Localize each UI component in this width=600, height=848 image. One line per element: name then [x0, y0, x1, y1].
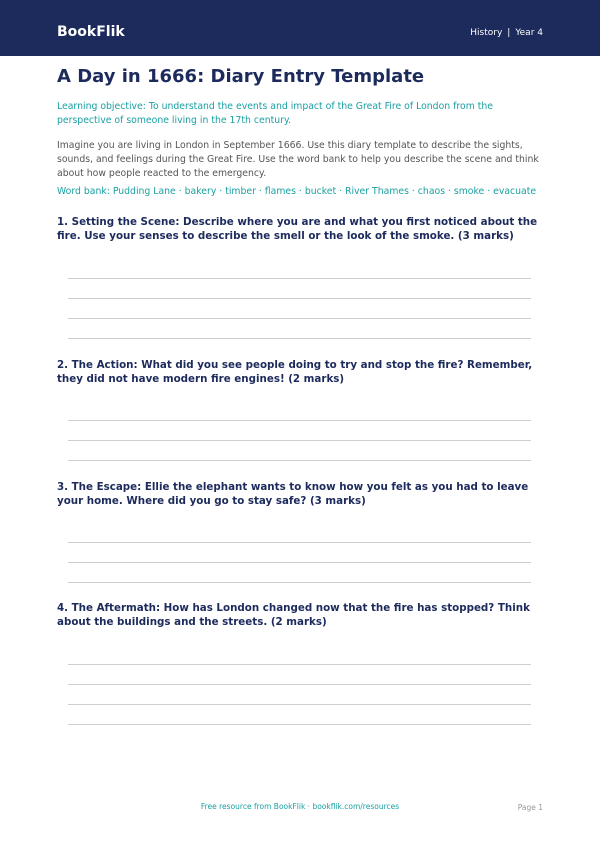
answer-line[interactable]	[68, 440, 531, 441]
question-4: 4. The Aftermath: How has London changed now that the fire has stopped? Think about the buildings and the streets. (2 marks)	[57, 602, 530, 628]
answer-line[interactable]	[68, 684, 531, 685]
question-3: 3. The Escape: Ellie the elephant wants to know how you felt as you had to leave your home. Where did you go to stay safe? (3 marks)	[57, 481, 529, 507]
answer-line[interactable]	[68, 664, 531, 665]
answer-line[interactable]	[68, 278, 531, 279]
page-header	[0, 0, 600, 56]
year-label: Year 4	[515, 28, 543, 38]
question-2: 2. The Action: What did you see people doing to try and stop the fire? Remember, they did not have modern fire engines! (2 marks)	[57, 359, 533, 385]
answer-line[interactable]	[68, 420, 531, 421]
answer-line[interactable]	[68, 704, 531, 705]
subject-label: History	[470, 28, 503, 38]
answer-line[interactable]	[68, 298, 531, 299]
answer-line[interactable]	[68, 582, 531, 583]
answer-line[interactable]	[68, 318, 531, 319]
answer-line[interactable]	[68, 562, 531, 563]
intro-paragraph: Imagine you are living in London in September 1666. Use this diary template to describe the sights, sounds, and feelings during the Great Fire. Use the word bank to help you describe the scene and think about how people reacted to the emergency.	[57, 140, 539, 179]
page-number: Page 1	[517, 803, 543, 812]
answer-line[interactable]	[68, 542, 531, 543]
brand-logo-text: BookFlik	[57, 24, 125, 40]
question-1: 1. Setting the Scene: Describe where you are and what you first noticed about the fire. Use your senses to describe the smell or the look of the smoke. (3 marks)	[57, 216, 538, 242]
answer-line[interactable]	[68, 338, 531, 339]
word-bank: Word bank: Pudding Lane · bakery · timber · flames · bucket · River Thames · chaos · smoke · evacuate	[57, 186, 537, 197]
worksheet-title: A Day in 1666: Diary Entry Template	[57, 66, 425, 87]
subject-year	[470, 28, 543, 38]
footer-credit: Free resource from BookFlik · bookflik.com/resources	[200, 802, 400, 811]
learning-objective: Learning objective: To understand the events and impact of the Great Fire of London from the perspective of someone living in the 17th century.	[57, 101, 493, 126]
meta-separator: |	[507, 28, 511, 38]
answer-line[interactable]	[68, 460, 531, 461]
answer-line[interactable]	[68, 724, 531, 725]
